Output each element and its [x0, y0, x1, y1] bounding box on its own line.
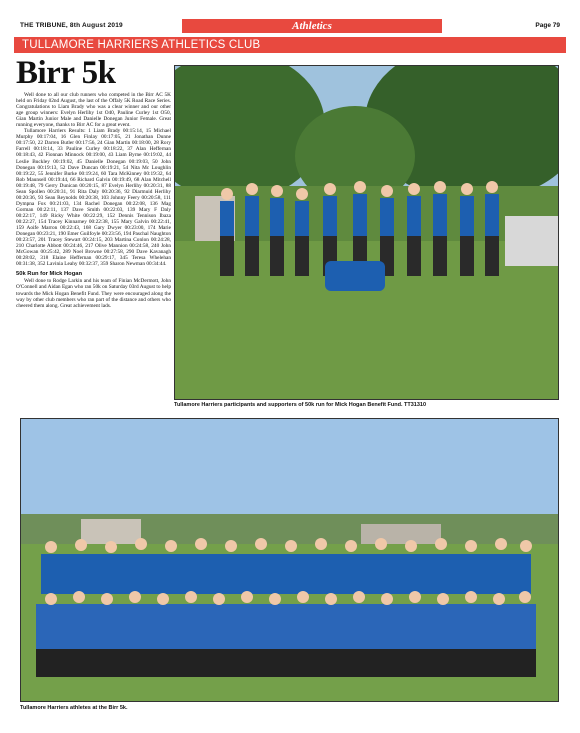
photo-50k-group	[174, 65, 559, 400]
page-number: Page 79	[535, 22, 560, 29]
headline: Birr 5k	[16, 55, 116, 91]
photo-50k-caption: Tullamore Harriers participants and supporters of 50k run for Mick Hogan Benefit Fund. TT31310	[174, 402, 427, 408]
masthead-date: THE TRIBUNE, 8th August 2019	[20, 22, 123, 29]
article-body	[16, 92, 171, 410]
club-banner-text: TULLAMORE HARRIERS ATHLETICS CLUB	[22, 39, 261, 51]
article-subhead: 50k Run for Mick Hogan	[16, 271, 83, 278]
club-banner	[14, 37, 566, 53]
masthead	[14, 22, 566, 34]
section-label: Athletics	[182, 19, 442, 33]
photo-birr-caption: Tullamore Harriers athletes at the Birr 5k.	[20, 705, 128, 711]
article-paragraph-results: Tullamore Harriers Results: 1 Liam Brady 00:15:14, 15 Michael Murphy 00:17:04, 16 Glen Finlay 00:17:05, 21 Jonathan Dunne 00:17:50, 22 Darren Butler 00:17:56, 24 Gian Martin 00:18:00, 28 Rory Farrell 00:18:14, 33 Pauline Curley 00:18:22, 37 Alan Heffernan 00:18:43, 42 Fionnan Minnock 00:19:00, 43 Liam Byrne 00:19:02, 44 Leslie Buckley 00:19:02, 45 Danielle Donegan 00:19:03, 50 John Donegan 00:19:13, 52 Dave Duncan 00:19:21, 54 Nita Mc Loughlin 00:19:22, 55 Jennifer Burke 00:19:24, 60 Tara McKinney 00:19:32, 64 Rob Maunsell 00:19:44, 66 Richard Galvin 00:19:49, 68 Alan Mitchell 00:19:48, 79 Gerry Dunican 00:20:15, 87 Evelyn Herlihy 00:20:31, 88 Sean Spollen 00:20:31, 91 Rita Daly 00:20:36, 92 Diarmuid Herlihy 00:20:36, 93 Sean Reynolds 00:20:38, 103 Johnny Feery 00:20:58, 111 Dympna Fox 00:21:03, 134 Rachel Donegan 00:22:08, 136 Mag Gorman 00:22:11, 137 Dave Smith 00:22:03, 139 Mary F Daly 00:22:17, 149 Ricky White 00:22:29, 152 Dennis Tennison Ibaza 00:22:27, 154 Tracey Kinnarney 00:22:38, 155 Mary Galvin 00:22:41, 159 Aoife Marron 00:22:43, 168 Gary Dwyer 00:23:00, 174 Marie Donegan 00:23:21, 190 Emer Guilfoyle 00:23:56, 194 Paschal Naughton 00:23:57, 201 Tracey Stewart 00:24:15, 203 Martina Conlon 00:24:28, 210 Charlotte Abbott 00:24:46, 217 Olive Mannion 00:24:58, 240 John McGowan 00:25:42, 289 Noel Browne 00:27:58, 290 Dave Kavanagh 00:28:02, 318 Elaine Heffernan 00:29:17, 345 Teresa Whelehan 00:31:38, 352 Lavinia Leahy 00:32:37, 359 Sharon Newman 00:34:44.	[16, 128, 171, 268]
photo-birr-team	[20, 418, 559, 702]
photo-birr-team-illustration	[21, 419, 559, 702]
article-paragraph-50k: Well done to Rodge Larkin and his team of Finian McDermott, John O'Connell and Aidan Egan who ran 50k on Saturday 03rd August to help towards the Mick Hogan Benefit Fund. They were encouraged along the way by other club members who ran part of the distance and others who cheered them along. Great achievement lads.	[16, 278, 171, 309]
photo-50k-group-illustration	[175, 66, 559, 400]
article-paragraph-intro: Well done to all our club runners who competed in the Birr AC 5K held on Friday 02nd August, the last of the Offaly 5K Road Race Series. Congratulations to Liam Brady who was a clear winner and our other age group winners: Evelyn Herlihy 1st O40, Pauline Curley 1st O50, Gian Martin Junior Male and Danielle Donegan Junior Female. Great running everyone, thanks to Birr AC for a great event.	[16, 92, 171, 129]
